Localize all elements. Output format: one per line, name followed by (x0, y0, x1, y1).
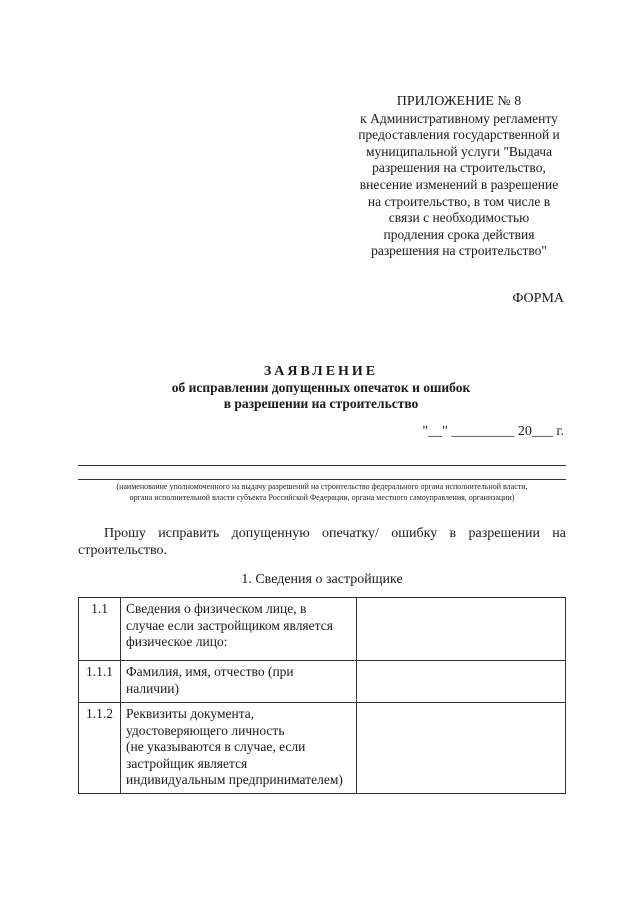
developer-info-table (78, 597, 566, 794)
row-label-line: Сведения о физическом лице, в (126, 601, 307, 616)
row-value-cell[interactable] (357, 598, 566, 661)
row-label-line: индивидуальным предпринимателем) (126, 772, 343, 787)
caption-line: органа исполнительной власти субъекта Российской Федерации, органа местного самоуправления, организации) (129, 493, 515, 502)
document-subtitle: об исправлении допущенных опечаток и ошибок (171, 380, 471, 395)
row-number: 1.1.2 (79, 703, 121, 794)
document-subtitle: в разрешении на строительство (223, 396, 419, 411)
row-label (121, 703, 357, 794)
document-title: ЗАЯВЛЕНИЕ (263, 364, 379, 379)
row-value-cell[interactable] (357, 661, 566, 703)
row-label-line: (не указываются в случае, если (126, 739, 306, 754)
table-row (79, 598, 566, 661)
authority-fill-line[interactable] (78, 465, 566, 466)
row-label-line: наличии) (126, 680, 180, 696)
appendix-line: муниципальной услуги "Выдача (365, 143, 553, 159)
row-label-line: физическое лицо: (126, 634, 228, 649)
row-label (121, 661, 357, 703)
authority-fill-line[interactable] (78, 479, 566, 480)
section-title: 1. Сведения о застройщике (241, 572, 403, 587)
appendix-line: внесение изменений в разрешение (359, 176, 559, 192)
row-value-cell[interactable] (357, 703, 566, 794)
appendix-line: разрешения на строительство, (372, 160, 546, 176)
appendix-line: связи с необходимостью (388, 210, 530, 226)
appendix-block (350, 94, 568, 260)
row-label-line: Фамилия, имя, отчество (при (126, 664, 294, 679)
row-label (121, 598, 357, 661)
request-line: строительство. (78, 543, 168, 558)
appendix-line: на строительство, в том числе в (367, 193, 551, 209)
date-field[interactable]: "__" _________ 20___ г. (422, 424, 564, 439)
appendix-line: разрешения на строительство" (371, 243, 547, 259)
row-label-line: Реквизиты документа, (126, 706, 255, 721)
authority-caption (78, 481, 566, 503)
appendix-line: предоставления государственной и (358, 127, 560, 143)
row-label-line: случае если застройщиком является (126, 617, 333, 633)
row-number: 1.1.1 (79, 661, 121, 703)
appendix-title: ПРИЛОЖЕНИЕ № 8 (396, 94, 522, 109)
caption-line: (наименование уполномоченного на выдачу разрешений на строительство федерального органа исполнительной власти, (116, 482, 528, 491)
table-row (79, 661, 566, 703)
request-line: Прошу исправить допущенную опечатку/ ошибку в разрешении на (104, 526, 566, 541)
form-label: ФОРМА (512, 291, 564, 306)
row-label-line: удостоверяющего личность (126, 722, 285, 738)
request-text (78, 525, 566, 559)
table-row (79, 703, 566, 794)
row-label-line: застройщик является (126, 755, 248, 771)
row-number: 1.1 (79, 598, 121, 661)
appendix-line: продления срока действия (383, 226, 535, 242)
appendix-line: к Административному регламенту (360, 110, 558, 126)
